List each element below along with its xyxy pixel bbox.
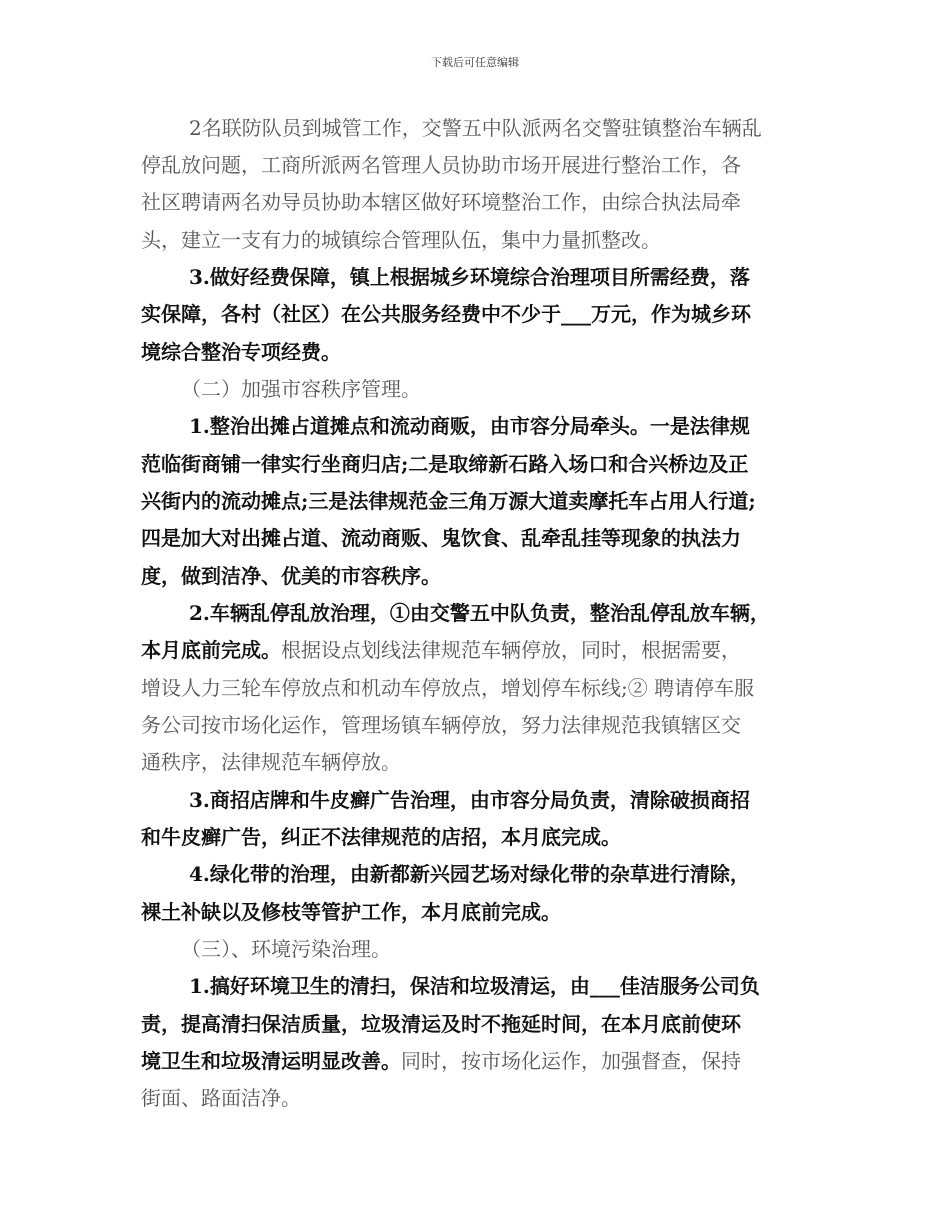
text-line: 2名联防队员到城管工作，交警五中队派两名交警驻镇整治车辆乱 [189,116,762,140]
text-line: 2.车辆乱停乱放治理，①由交警五中队负责，整治乱停乱放车辆， [189,601,770,625]
text-line-mixed [141,637,741,663]
text-line: 责，提高清扫保洁质量，垃圾清运及时不拖延时间，在本月底前使环 [141,1012,741,1036]
text-line: 停乱放问题，工商所派两名管理人员协助市场开展进行整治工作，各 [141,153,741,177]
text-line: 四是加大对出摊占道、流动商贩、鬼饮食、乱牵乱挂等现象的执法力 [141,526,741,550]
text-line: 范临街商铺一律实行坐商归店;二是取缔新石路入场口和合兴桥边及正 [141,452,749,476]
text-line: 社区聘请两名劝导员协助本辖区做好环境整治工作，由综合执法局牵 [141,190,741,214]
page-header: 下载后可任意编辑 [431,56,519,69]
text-line: 务公司按市场化运作，管理场镇车辆停放，努力法律规范我镇辖区交 [141,713,741,737]
text-span: 根据设点划线法律规范车辆停放，同时，根据需要， [281,638,741,662]
text-line: 裸土补缺以及修枝等管护工作，本月底前完成。 [141,900,561,924]
text-line: 4.绿化带的治理，由新都新兴园艺场对绿化带的杂草进行清除， [189,862,750,886]
text-line: 街面、路面洁净。 [141,1086,301,1110]
text-line: 增设人力三轮车停放点和机动车停放点，增划停车标线;② 聘请停车服 [141,676,755,700]
text-span-bold: 境卫生和垃圾清运明显改善。 [141,1049,401,1073]
text-line: 头，建立一支有力的城镇综合管理队伍，集中力量抓整改。 [141,228,661,252]
section-heading: （二）加强市容秩序管理。 [181,377,421,401]
text-span: 同时，按市场化运作，加强督查，保持 [401,1049,741,1073]
text-line: 和牛皮癣广告，纠正不法律规范的店招，本月底完成。 [141,825,621,849]
text-line: 实保障，各村（社区）在公共服务经费中不少于___万元，作为城乡环 [141,302,751,326]
text-line: 3.做好经费保障，镇上根据城乡环境综合治理项目所需经费，落 [189,265,750,289]
text-line: 1.搞好环境卫生的清扫，保洁和垃圾清运，由___佳洁服务公司负 [189,974,760,998]
text-line: 兴街内的流动摊点;三是法律规范金三角万源大道卖摩托车占用人行道; [141,489,756,513]
text-line: 1.整治出摊占道摊点和流动商贩，由市容分局牵头。一是法律规 [189,414,750,438]
text-line: 境综合整治专项经费。 [141,340,341,364]
section-heading: （三）、环境污染治理。 [181,937,391,961]
text-span-bold: 本月底前完成。 [141,638,281,662]
text-line: 度，做到洁净、优美的市容秩序。 [141,564,441,588]
text-line: 通秩序，法律规范车辆停放。 [141,750,401,774]
text-line: 3.商招店牌和牛皮癣广告治理，由市容分局负责，清除破损商招 [189,788,750,812]
text-line-mixed [141,1048,741,1074]
